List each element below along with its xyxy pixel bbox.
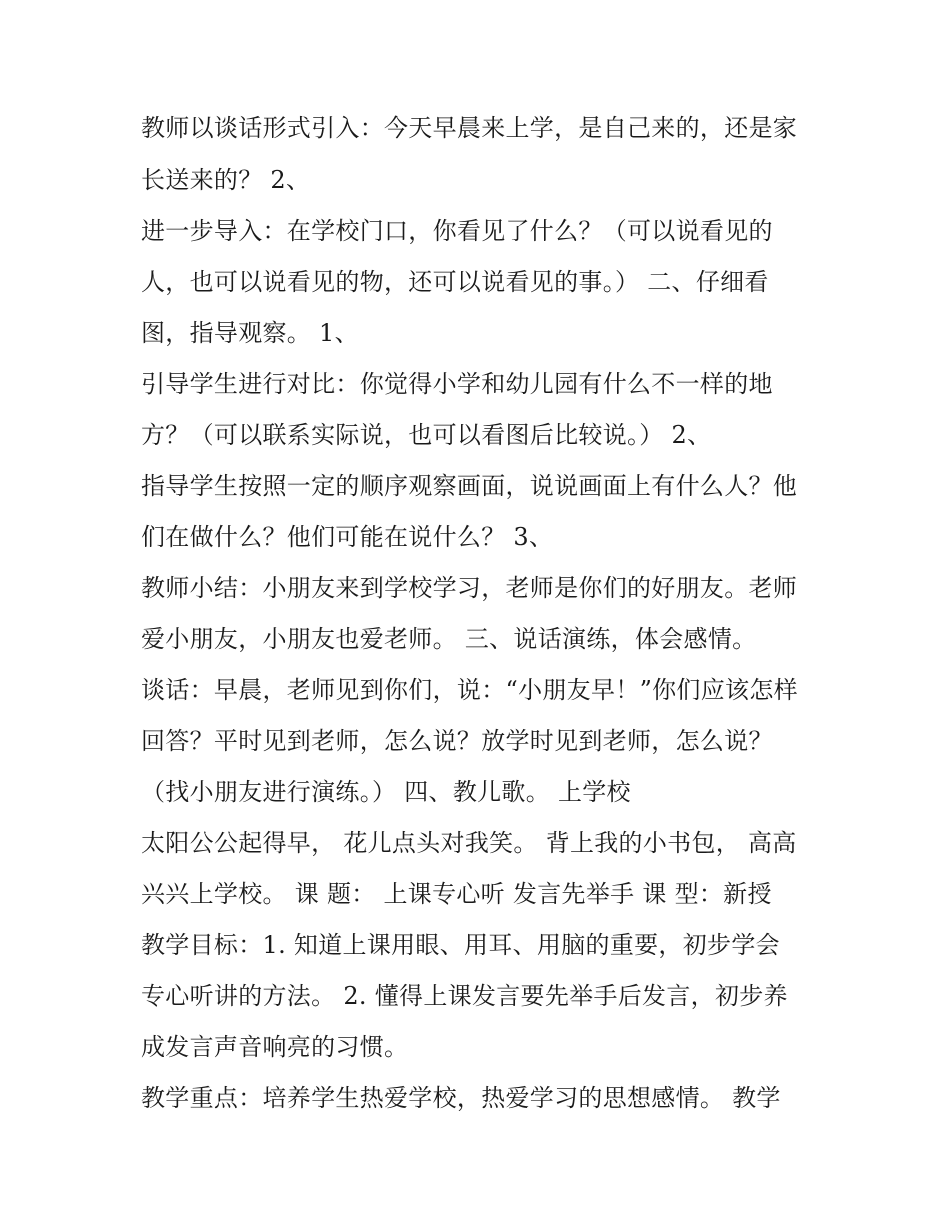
text-line: 教师小结：小朋友来到学校学习，老师是你们的好朋友。老师 [141, 574, 798, 602]
text-line: 人，也可以说看见的物，还可以说看见的事。） 二、仔细看 [141, 268, 769, 296]
text-line: 谈话：早晨，老师见到你们，说：“小朋友早！”你们应该怎样 [141, 676, 798, 704]
text-line: 专心听讲的方法。 2. 懂得上课发言要先举手后发言，初步养 [141, 982, 788, 1010]
text-line: 爱小朋友，小朋友也爱老师。 三、说话演练，体会感情。 [141, 625, 757, 653]
text-line: 教师以谈话形式引入：今天早晨来上学，是自己来的，还是家 [141, 114, 798, 142]
text-line: 引导学生进行对比：你觉得小学和幼儿园有什么不一样的地 [141, 370, 773, 398]
text-line: 长送来的？ 2、 [141, 166, 311, 194]
text-line: 兴兴上学校。 课 题： 上课专心听 发言先举手 课 型：新授 [141, 880, 772, 908]
text-line: 教学重点：培养学生热爱学校，热爱学习的思想感情。 教学 [141, 1084, 781, 1112]
text-line: 指导学生按照一定的顺序观察画面，说说画面上有什么人？他 [141, 472, 798, 500]
text-line: 方？（可以联系实际说，也可以看图后比较说。） 2、 [141, 421, 712, 449]
text-line: 回答？平时见到老师，怎么说？放学时见到老师，怎么说？ [141, 727, 773, 755]
text-line: 教学目标：1. 知道上课用眼、用耳、用脑的重要，初步学会 [141, 931, 780, 959]
text-line: 图，指导观察。 1、 [141, 319, 359, 347]
text-line: 太阳公公起得早， 花儿点头对我笑。 背上我的小书包， 高高 [141, 829, 797, 857]
text-line: （找小朋友进行演练。） 四、教儿歌。 上学校 [141, 778, 631, 806]
text-line: 们在做什么？他们可能在说什么？ 3、 [141, 523, 554, 551]
text-line: 成发言声音响亮的习惯。 [141, 1033, 409, 1061]
text-line: 进一步导入：在学校门口，你看见了什么？（可以说看见的 [141, 217, 773, 245]
